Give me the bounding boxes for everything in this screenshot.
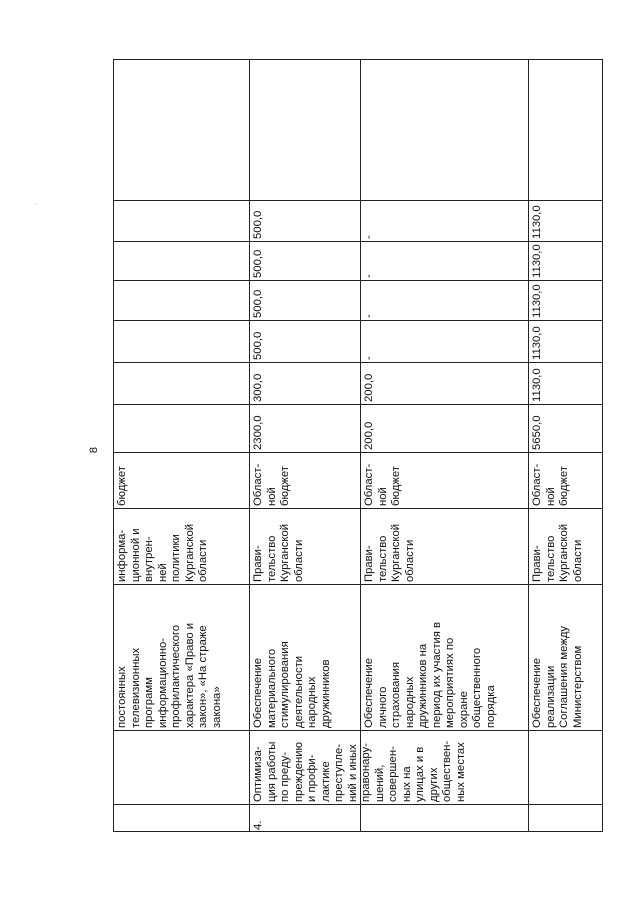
cell-row3-y2022: 1130,0 bbox=[528, 241, 603, 280]
cell-row3-executor: Прави- тельство Курганской области bbox=[528, 508, 603, 584]
cell-row1-y2019: 300,0 bbox=[249, 362, 360, 404]
cell-row3-measure: Обеспечение реализации Соглашения между Министерством bbox=[528, 584, 603, 730]
cell-row2-y2021: - bbox=[360, 280, 528, 320]
cell-row3-y2019: 1130,0 bbox=[528, 362, 603, 404]
cell-row2-y2020: - bbox=[360, 320, 528, 362]
cell-row3-y2021: 1130,0 bbox=[528, 280, 603, 320]
cell-row1-total: 2300,0 bbox=[249, 404, 360, 452]
cell-row0-executor: информа- ционной и внутрен- ней политики Курганской области bbox=[113, 508, 249, 584]
cell-row2-y2019: 200,0 bbox=[360, 362, 528, 404]
cell-row1-source: Област- ной бюджет bbox=[249, 452, 360, 508]
cell-row1-num: 4. bbox=[249, 804, 360, 832]
cell-empty-top bbox=[249, 59, 360, 200]
cell-row3-num bbox=[528, 804, 603, 832]
cell-row3-task bbox=[528, 730, 603, 804]
cell-row0-num bbox=[113, 804, 249, 832]
cell-row1-task: Оптимиза- ция работы по преду- преждению и профи- лактике преступле- ний и иных правонару- шений, совершен- ных на улицах и в других обществен- ных местах bbox=[249, 730, 360, 804]
cell-row0-total bbox=[113, 404, 249, 452]
cell-row0-task bbox=[113, 730, 249, 804]
cell-row0-source: бюджет bbox=[113, 452, 249, 508]
cell-row2-executor: Прави- тельство Курганской области bbox=[360, 508, 528, 584]
cell-row0-y2019 bbox=[113, 362, 249, 404]
cell-row2-num bbox=[360, 804, 528, 832]
page-number: 8 bbox=[88, 446, 100, 454]
cell-row1-y2022: 500,0 bbox=[249, 241, 360, 280]
cell-row3-total: 5650,0 bbox=[528, 404, 603, 452]
cell-row2-total: 200,0 bbox=[360, 404, 528, 452]
cell-row0-y2020 bbox=[113, 320, 249, 362]
cell-row1-y2023: 500,0 bbox=[249, 200, 360, 241]
cell-empty-top bbox=[528, 59, 603, 200]
cell-row1-executor: Прави- тельство Курганской области bbox=[249, 508, 360, 584]
scan-speck bbox=[35, 204, 36, 205]
cell-row0-y2022 bbox=[113, 241, 249, 280]
cell-row2-source: Област- ной бюджет bbox=[360, 452, 528, 508]
cell-empty-top bbox=[113, 59, 249, 200]
cell-row1-y2020: 500,0 bbox=[249, 320, 360, 362]
cell-row3-source: Област- ной бюджет bbox=[528, 452, 603, 508]
cell-row1-y2021: 500,0 bbox=[249, 280, 360, 320]
cell-row2-measure: Обеспечение личного страхования народных дружинников на период их участия в мероприятиях по охране общественного порядка bbox=[360, 584, 528, 730]
cell-row3-y2020: 1130,0 bbox=[528, 320, 603, 362]
cell-row3-y2023: 1130,0 bbox=[528, 200, 603, 241]
cell-row2-task bbox=[360, 730, 528, 804]
cell-row0-y2023 bbox=[113, 200, 249, 241]
cell-empty-top bbox=[360, 59, 528, 200]
cell-row0-y2021 bbox=[113, 280, 249, 320]
cell-row2-y2022: - bbox=[360, 241, 528, 280]
cell-row0-measure: постоянных телевизионных программ информационно- профилактического характера «Право и закон», «На страже закона» bbox=[113, 584, 249, 730]
cell-row1-measure: Обеспечение материального стимулирования деятельности народных дружинников bbox=[249, 584, 360, 730]
cell-row2-y2023: - bbox=[360, 200, 528, 241]
